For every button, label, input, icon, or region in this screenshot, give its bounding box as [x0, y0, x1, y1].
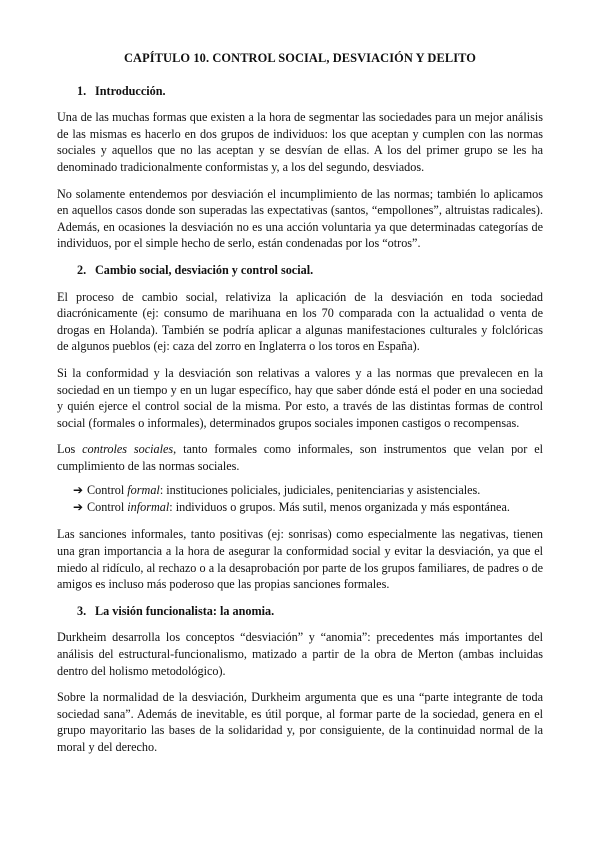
paragraph-controls-intro: Los controles sociales, tanto formales como informales, son instrumentos que velan por el cumplimiento de las normas sociales.: [57, 442, 543, 473]
arrow-right-icon: ➔: [73, 500, 84, 515]
paragraph: El proceso de cambio social, relativiza la aplicación de la desviación en toda sociedad diacrónicamente (ej: consumo de marihuana en los 70 comparada con la actualidad o venta de drogas en Holanda). También se podría aplicar a algunas manifestaciones culturales y folclóricas de algunos pueblos (ej: caza del zorro en Inglaterra o los toros en España).: [57, 289, 543, 354]
section-heading-2: 2. Cambio social, desviación y control social.: [77, 262, 314, 277]
paragraph: Las sanciones informales, tanto positivas (ej: sonrisas) como especialmente las negativas, tienen una gran importancia a la hora de asegurar la conformidad social y evitar la desviación, ya que el miedo al ridículo, al rechazo o a la desaprobación por parte de los grupos familiares, de padres o de amigos es incluso más poderoso que las propias sanciones formales.: [57, 527, 543, 592]
paragraph: Durkheim desarrolla los conceptos “desviación” y “anomia”: precedentes más importantes del análisis del estructural-funcionalismo, matizado a partir de la obra de Merton (ambas incluidas dentro del holismo metodológico).: [57, 630, 543, 678]
section-heading-3: 3. La visión funcionalista: la anomia.: [77, 603, 275, 618]
arrow-right-icon: ➔: [73, 483, 84, 498]
paragraph: No solamente entendemos por desviación el incumplimiento de las normas; también lo aplicamos en aquellos casos donde son superadas las expectativas (santos, “empollones”, altruistas radicales). Además, en ocasiones la desviación no es una acción voluntaria ya que determinadas categorías de individuos, por el simple hecho de serlo, están condenadas por los “otros”.: [57, 186, 543, 251]
control-list: [57, 482, 543, 516]
paragraph: Si la conformidad y la desviación son relativas a valores y a las normas que prevalecen en la sociedad en un tiempo y en un lugar específico, hay que saber dónde está el poder en una sociedad y quién ejerce el control social de la misma. Por esto, a través de las distintas formas de control social (formales o informales), determinados grupos sociales imponen castigos o recompensas.: [57, 365, 543, 430]
document-page: [57, 50, 543, 766]
paragraph: Sobre la normalidad de la desviación, Durkheim argumenta que es una “parte integrante de toda sociedad sana”. Además de inevitable, es útil porque, al formar parte de la sociedad, genera en el grupo mayoritario las bases de la solidaridad y, por consiguiente, de la continuidad normal de la moral y del derecho.: [57, 690, 543, 754]
list-item: ➔ Control formal: instituciones policiales, judiciales, penitenciarias y asistenciales.: [73, 483, 481, 498]
paragraph: Una de las muchas formas que existen a la hora de segmentar las sociedades para un mejor análisis de las mismas es hacerlo en dos grupos de individuos: los que aceptan y cumplen con las normas sociales y aquellos que no las aceptan y se desvían de ellas. A los del primer grupo se les ha denominado tradicionalmente conformistas y, a los del segundo, desviados.: [57, 110, 543, 174]
chapter-title: CAPÍTULO 10. CONTROL SOCIAL, DESVIACIÓN Y DELITO: [123, 51, 477, 65]
section-heading-1: 1. Introducción.: [77, 83, 166, 98]
list-item: ➔ Control informal: individuos o grupos. Más sutil, menos organizada y más espontánea.: [73, 500, 510, 515]
